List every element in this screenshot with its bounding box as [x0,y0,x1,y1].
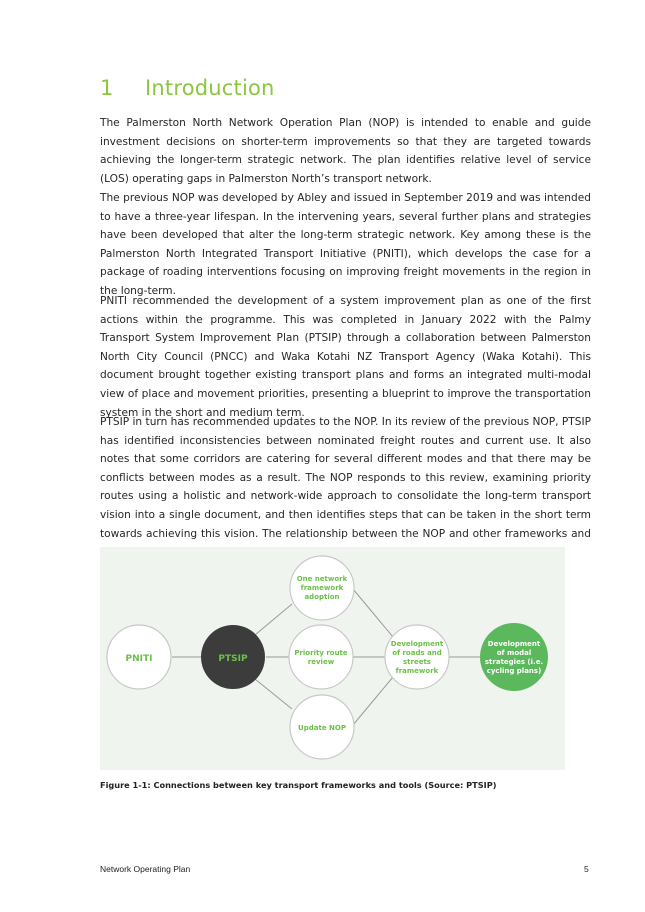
footer-document-title: Network Operating Plan [100,864,191,874]
node-ptsip-line-1: PTSIP [218,654,248,664]
node-update-nop [290,695,354,759]
node-pniti [107,625,171,689]
node-development-modal-line-3: strategies (i.e. [484,658,544,666]
paragraph-2: The previous NOP was developed by Abley and issued in September 2019 and was intended to have a three-year lifespan. In the intervening years, several further plans and strategies have been developed that alter the long-term strategic network. Key among these is the Palmerston North Integrated Transport Initiative (PNITI), which develops the case for a package of roading interventions focusing on improving freight movements in the region in the long-term. [100,192,591,297]
footer-page-number: 5 [584,864,589,874]
node-development-modal-line-4: cycling plans) [486,667,542,675]
paragraph-3: PNITI recommended the development of a system improvement plan as one of the first actions within the programme. This was completed in January 2022 with the Palmy Transport System Improvement Plan (PTSIP) through a collaboration between Palmerston North City Council (PNCC) and Waka Kotahi NZ Transport Agency (Waka Kotahi). This document brought together existing transport plans and forms an integrated multi-modal view of place and movement priorities, presenting a blueprint to improve the transportation system in the short and medium term. [100,295,591,419]
node-update-nop-line-1: Update NOP [298,724,346,732]
paragraph-1: The Palmerston North Network Operation Plan (NOP) is intended to enable and guide investment decisions on shorter-term improvements so that they are targeted towards achieving the longer-term strategic network. The plan identifies relative level of service (LOS) operating gaps in Palmerston North’s transport network. [100,117,591,185]
node-one-network-line-2: framework [300,584,344,592]
node-development-modal [480,623,548,691]
section-number: 1 [100,76,114,100]
node-one-network-line-1: One network [296,575,348,583]
node-one-network-line-3: adoption [304,593,340,601]
node-development-modal-line-1: Development [487,640,541,648]
node-priority-route [289,625,353,689]
connector-ptsip-updatenop [255,679,292,709]
node-development-roads-line-4: framework [395,667,439,675]
connector-onenetwork-roads [353,589,393,637]
figure-1-1 [100,547,565,770]
node-pniti-line-1: PNITI [125,654,153,664]
connector-ptsip-onenetwork [255,604,292,635]
node-development-roads-line-3: streets [403,658,431,666]
figure-caption: Figure 1-1: Connections between key transport frameworks and tools (Source: PTSIP) [100,780,497,790]
node-priority-route-line-2: review [307,658,335,666]
paragraph-4: PTSIP in turn has recommended updates to the NOP. In its review of the previous NOP, PTSIP has identified inconsistencies between nominated freight routes and current use. It also notes that some corridors are catering for several different modes and that there may be conflicts between modes as a result. The NOP responds to this review, examining priority routes using a holistic and network-wide approach to consolidate the long-term transport vision into a single document, and then identifies steps that can be taken in the short term towards achieving this vision. The relationship between the NOP and other frameworks and [100,416,591,540]
node-ptsip [201,625,265,689]
node-development-modal-line-2: of modal [496,649,532,657]
node-development-roads-line-1: Development [390,640,444,648]
connector-updatenop-roads [353,677,393,725]
section-title: Introduction [145,76,275,100]
node-development-roads [385,625,449,689]
framework-diagram [100,547,565,770]
node-development-roads-line-2: of roads and [392,649,442,657]
section-heading [100,76,275,100]
node-priority-route-line-1: Priority route [294,649,348,657]
node-one-network [290,556,354,620]
